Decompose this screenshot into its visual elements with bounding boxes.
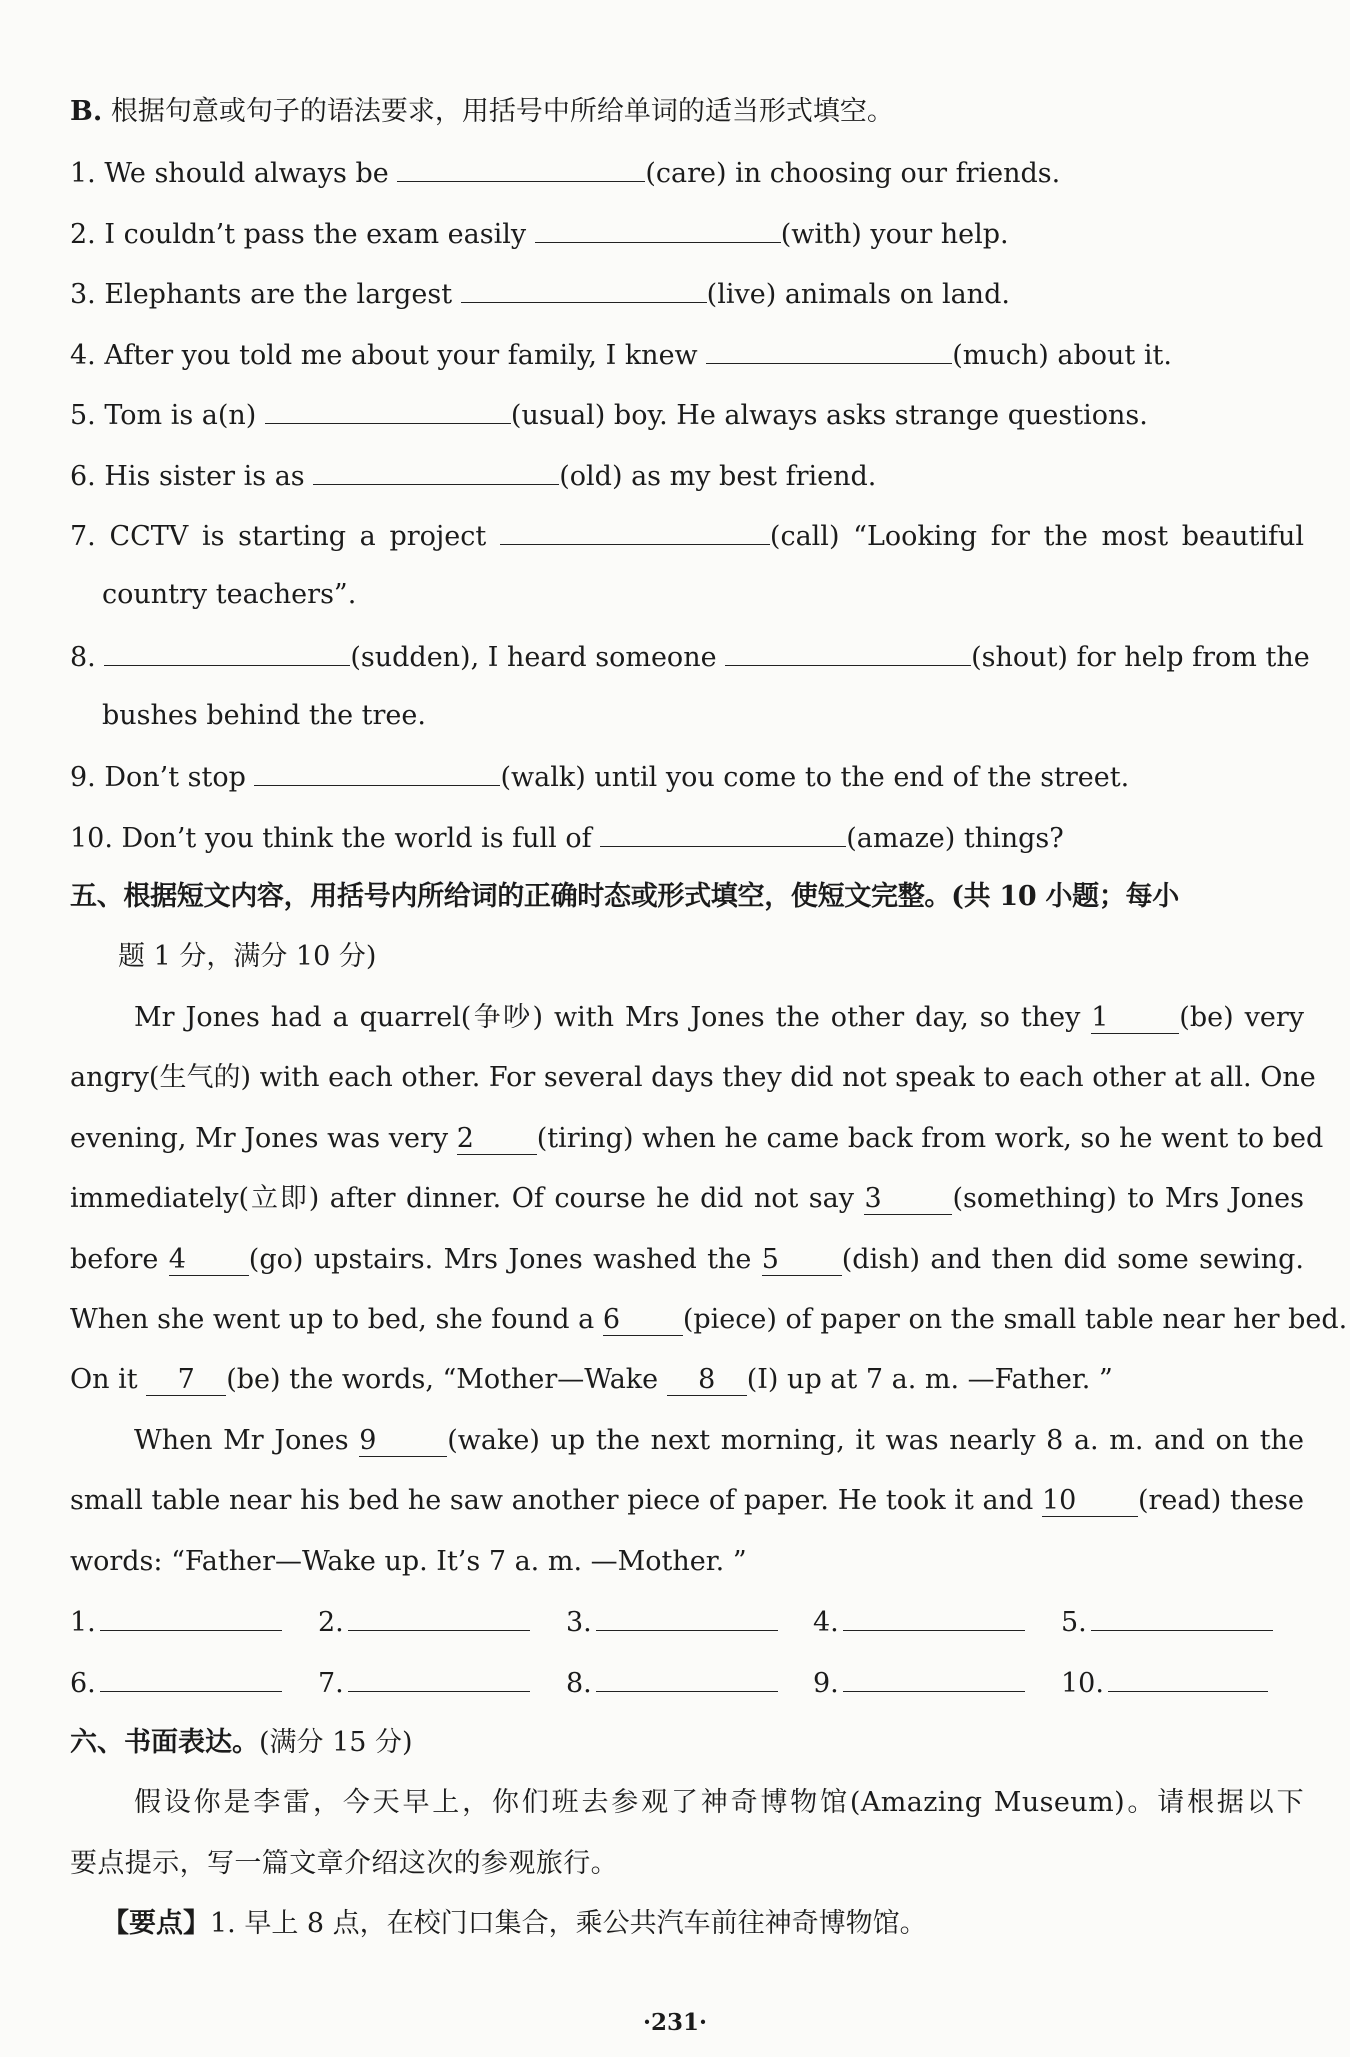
exercise-item-10: 10. Don’t you think the world is full of (amaze) things? xyxy=(70,817,1304,859)
answer-slot-9: 9. xyxy=(813,1663,1025,1704)
exercise-item-7-cont: country teachers”. xyxy=(102,579,357,610)
answer-blank[interactable] xyxy=(104,636,350,666)
passage-blank-2[interactable]: 2 xyxy=(457,1124,537,1155)
passage-line-1: Mr Jones had a quarrel(争吵) with Mrs Jones the other day, so they 1 (be) very xyxy=(134,1002,1304,1033)
passage-blank-5[interactable]: 5 xyxy=(762,1245,842,1276)
answer-slot-7: 7. xyxy=(318,1663,530,1704)
section-6-intro-1: 假设你是李雷，今天早上，你们班去参观了神奇博物馆(Amazing Museum)。请根据以下 xyxy=(134,1787,1304,1818)
page-number: ·231· xyxy=(642,2009,708,2036)
answer-blank[interactable] xyxy=(461,273,707,303)
answer-line[interactable] xyxy=(843,1602,1025,1631)
exercise-item-8: 8. (sudden), I heard someone (shout) for help from the xyxy=(70,636,1304,678)
passage-blank-10[interactable]: 10 xyxy=(1042,1486,1138,1517)
passage-line-2: angry(生气的) with each other. For several days they did not speak to each other at all. One xyxy=(70,1062,1316,1093)
answer-slot-6: 6. xyxy=(70,1663,282,1704)
section-5-heading: 五、根据短文内容，用括号内所给词的正确时态或形式填空，使短文完整。(共 10 小题；每小 xyxy=(70,881,1179,912)
exercise-item-5: 5. Tom is a(n) (usual) boy. He always asks strange questions. xyxy=(70,394,1304,436)
exercise-item-1: 1. We should always be (care) in choosing our friends. xyxy=(70,152,1304,194)
passage-blank-1[interactable]: 1 xyxy=(1091,1003,1179,1034)
part-b-instruction: 根据句意或句子的语法要求，用括号中所给单词的适当形式填空。 xyxy=(102,96,894,127)
passage-line-9: small table near his bed he saw another piece of paper. He took it and 10 (read) these xyxy=(70,1485,1305,1516)
passage-line-8: When Mr Jones 9 (wake) up the next morning, it was nearly 8 a. m. and on the xyxy=(134,1425,1304,1456)
answer-line[interactable] xyxy=(348,1602,530,1631)
answer-blank[interactable] xyxy=(706,334,952,364)
passage-line-6: When she went up to bed, she found a 6 (piece) of paper on the small table near her bed. xyxy=(70,1304,1348,1335)
answer-slot-3: 3. xyxy=(566,1602,778,1643)
answer-line[interactable] xyxy=(100,1602,282,1631)
passage-blank-6[interactable]: 6 xyxy=(603,1305,683,1336)
answer-slot-2: 2. xyxy=(318,1602,530,1643)
section-6-point-1: 【要点】1. 早上 8 点，在校门口集合，乘公共汽车前往神奇博物馆。 xyxy=(102,1908,927,1939)
exercise-item-9: 9. Don’t stop (walk) until you come to the end of the street. xyxy=(70,756,1304,798)
exercise-item-3: 3. Elephants are the largest (live) animals on land. xyxy=(70,273,1304,315)
part-b-letter: B. xyxy=(70,96,103,127)
answer-blank[interactable] xyxy=(500,515,770,545)
exercise-item-6: 6. His sister is as (old) as my best friend. xyxy=(70,455,1304,497)
part-b-heading xyxy=(70,92,1304,132)
answer-slot-10: 10. xyxy=(1061,1663,1268,1704)
passage-line-7: On it 7 (be) the words, “Mother—Wake 8 (I) up at 7 a. m. —Father. ” xyxy=(70,1364,1113,1395)
passage-blank-7[interactable]: 7 xyxy=(146,1365,226,1396)
answer-line[interactable] xyxy=(1108,1663,1268,1692)
passage-blank-8[interactable]: 8 xyxy=(667,1365,747,1396)
exercise-item-2: 2. I couldn’t pass the exam easily (with) your help. xyxy=(70,213,1304,255)
answer-line[interactable] xyxy=(100,1663,282,1692)
passage-blank-4[interactable]: 4 xyxy=(169,1245,249,1276)
answer-line[interactable] xyxy=(596,1602,778,1631)
passage-line-5: before 4 (go) upstairs. Mrs Jones washed the 5 (dish) and then did some sewing. xyxy=(70,1244,1304,1275)
passage-blank-3[interactable]: 3 xyxy=(864,1184,952,1215)
answer-blank[interactable] xyxy=(725,636,971,666)
answer-slot-4: 4. xyxy=(813,1602,1025,1643)
exercise-item-8-cont: bushes behind the tree. xyxy=(102,700,426,731)
answer-blank[interactable] xyxy=(265,394,511,424)
answer-line[interactable] xyxy=(843,1663,1025,1692)
section-5-heading-cont: 题 1 分，满分 10 分) xyxy=(118,941,377,972)
answer-slot-5: 5. xyxy=(1061,1602,1273,1643)
answer-slot-1: 1. xyxy=(70,1602,282,1643)
points-label: 【要点】 xyxy=(102,1908,210,1939)
answer-blank[interactable] xyxy=(254,756,500,786)
passage-line-10: words: “Father—Wake up. It’s 7 a. m. —Mother. ” xyxy=(70,1546,747,1577)
passage-blank-9[interactable]: 9 xyxy=(359,1426,447,1457)
answer-slot-8: 8. xyxy=(566,1663,778,1704)
answer-blank[interactable] xyxy=(397,152,645,182)
answer-line[interactable] xyxy=(596,1663,778,1692)
passage-line-3: evening, Mr Jones was very 2 (tiring) when he came back from work, so he went to bed xyxy=(70,1123,1324,1154)
exercise-item-7: 7. CCTV is starting a project (call) “Looking for the most beautiful xyxy=(70,515,1304,557)
answer-blank[interactable] xyxy=(535,213,781,243)
exercise-item-4: 4. After you told me about your family, I knew (much) about it. xyxy=(70,334,1304,376)
passage-line-4: immediately(立即) after dinner. Of course he did not say 3 (something) to Mrs Jones xyxy=(70,1183,1305,1214)
section-6-intro-2: 要点提示，写一篇文章介绍这次的参观旅行。 xyxy=(70,1848,618,1879)
answer-blank[interactable] xyxy=(600,817,846,847)
section-6-heading: 六、书面表达。(满分 15 分) xyxy=(70,1727,413,1758)
answer-blank[interactable] xyxy=(313,455,559,485)
answer-line[interactable] xyxy=(348,1663,530,1692)
answer-line[interactable] xyxy=(1091,1602,1273,1631)
